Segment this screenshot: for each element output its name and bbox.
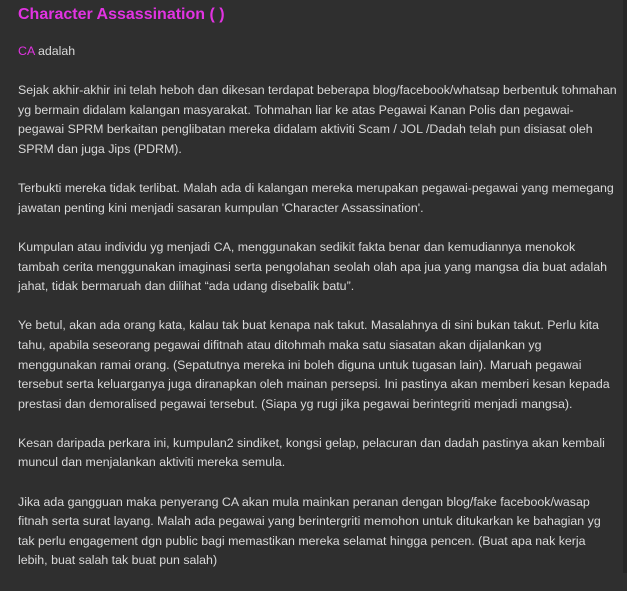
post-body bbox=[18, 42, 618, 571]
paragraph-5: Kesan daripada perkara ini, kumpulan2 sindiket, kongsi gelap, pelacuran dan dadah pastinya akan kembali muncul dan menjalankan aktiviti mereka semula. bbox=[18, 435, 605, 470]
paragraph-4: Ye betul, akan ada orang kata, kalau tak buat kenapa nak takut. Masalahnya di sini bukan takut. Perlu kita tahu, apabila seseorang pegawai difitnah atau ditohmah maka satu siasatan akan dijalankan yg menggunakan ramai orang. (Sepatutnya mereka ini boleh diguna untuk tugasan lain). Maruah pegawai tersebut serta keluarganya juga diranapkan oleh mainan persepsi. Ini pastinya akan memberi kesan kepada prestasi dan demoralised pegawai tersebut. (Siapa yg rugi jika pegawai berintegriti menjadi mangsa). bbox=[18, 318, 610, 411]
paragraph-6: Jika ada gangguan maka penyerang CA akan mula mainkan peranan dengan blog/fake facebook/wasap fitnah serta surat layang. Malah ada pegawai yang berintergriti memohon untuk ditukarkan ke bahagian yg tak perlu engagement dgn public bagi memastikan mereka selamat hingga pencen. (Buat apa nak kerja lebih, buat salah tak buat pun salah) bbox=[18, 494, 601, 568]
intro-line bbox=[18, 42, 618, 62]
post-title[interactable]: Character Assassination ( ) bbox=[18, 6, 225, 23]
paragraph-3: Kumpulan atau individu yg menjadi CA, menggunakan sedikit fakta benar dan kemudiannya menokok tambah cerita menggunakan imaginasi serta pengolahan seolah olah apa jua yang mangsa dia buat adalah jahat, tidak bermaruah dan dilihat “ada udang disebalik batu”. bbox=[18, 239, 607, 294]
scrollbar[interactable] bbox=[623, 0, 627, 573]
paragraph-1: Sejak akhir-akhir ini telah heboh dan dikesan terdapat beberapa blog/facebook/whatsap berbentuk tohmahan yg bermain didalam kalangan masyarakat. Tohmahan liar ke atas Pegawai Kanan Polis dan pegawai-pegawai SPRM berkaitan penglibatan mereka didalam aktiviti Scam / JOL /Dadah telah pun disiasat oleh SPRM dan juga Jips (PDRM). bbox=[18, 83, 617, 156]
blog-post bbox=[18, 3, 618, 591]
paragraph-2: Terbukti mereka tidak terlibat. Malah ada di kalangan mereka merupakan pegawai-pegawai yang memegang jawatan penting kini menjadi sasaran kumpulan 'Character Assassination'. bbox=[18, 181, 614, 215]
ca-abbreviation: CA bbox=[18, 44, 35, 58]
intro-text: adalah bbox=[34, 44, 76, 58]
